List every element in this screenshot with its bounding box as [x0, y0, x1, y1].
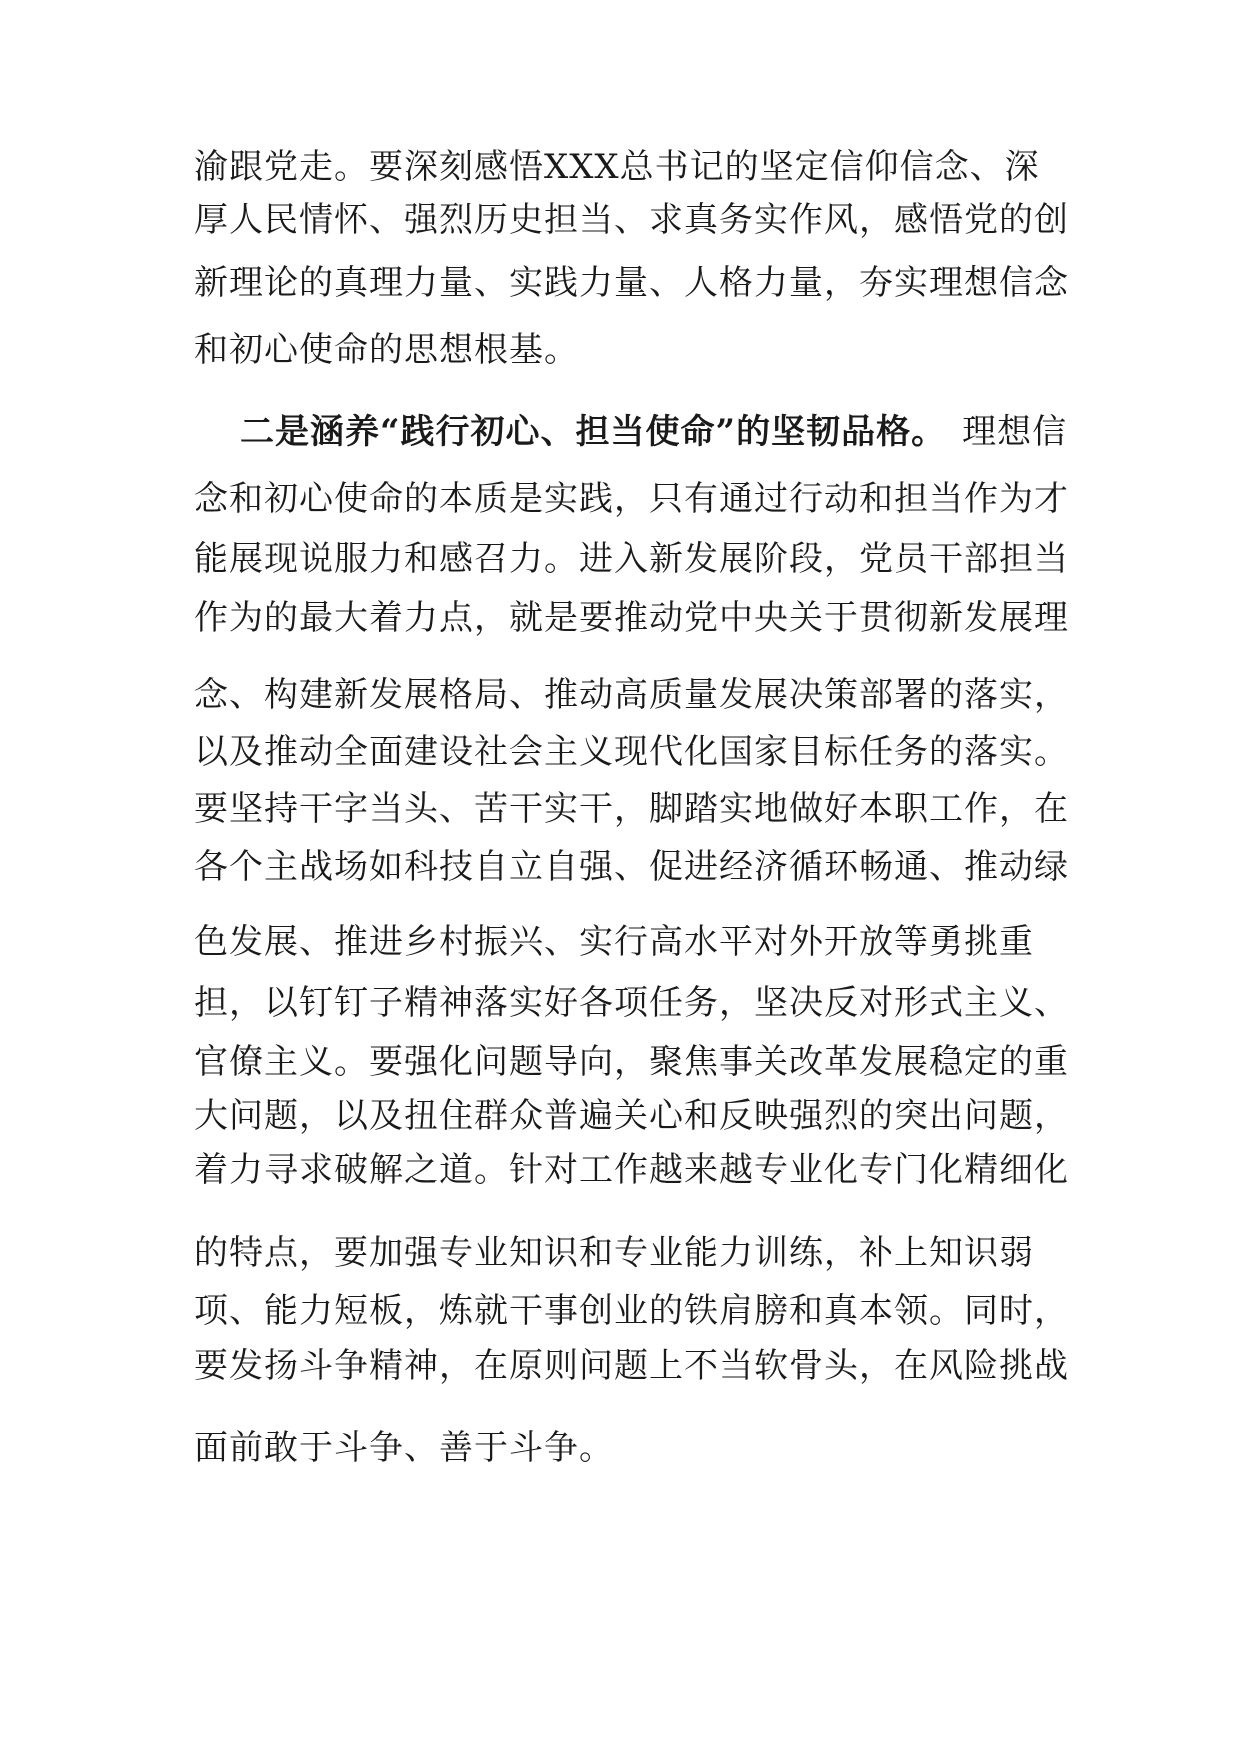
paragraph-1-line: 渝跟党走。要深刻感悟XXX总书记的坚定信仰信念、深 [194, 147, 1040, 187]
paragraph-2-line: 念、构建新发展格局、推动高质量发展决策部署的落实， [194, 675, 1069, 715]
paragraph-2-line: 担，以钉钉子精神落实好各项任务，坚决反对形式主义、 [194, 983, 1069, 1023]
paragraph-2-line: 色发展、推进乡村振兴、实行高水平对外开放等勇挑重 [194, 922, 1034, 962]
paragraph-1-line: 新理论的真理力量、实践力量、人格力量，夯实理想信念 [194, 263, 1069, 303]
paragraph-2-line: 作为的最大着力点，就是要推动党中央关于贯彻新发展理 [194, 598, 1069, 638]
paragraph-2-line: 各个主战场如科技自立自强、促进经济循环畅通、推动绿 [194, 847, 1069, 887]
paragraph-2-line: 大问题，以及扭住群众普遍关心和反映强烈的突出问题， [194, 1096, 1069, 1136]
paragraph-2-first-line-text: 理想信 [962, 412, 1068, 452]
paragraph-2-first-line [240, 412, 1067, 452]
paragraph-1-line: 和初心使命的思想根基。 [194, 330, 579, 370]
paragraph-2-line: 能展现说服力和感召力。进入新发展阶段，党员干部担当 [194, 539, 1069, 579]
paragraph-2-line: 的特点，要加强专业知识和专业能力训练，补上知识弱 [194, 1233, 1034, 1273]
paragraph-2-line: 着力寻求破解之道。针对工作越来越专业化专门化精细化 [194, 1150, 1069, 1190]
paragraph-2-line: 要坚持干字当头、苦干实干，脚踏实地做好本职工作，在 [194, 789, 1069, 829]
paragraph-2-line: 官僚主义。要强化问题导向，聚焦事关改革发展稳定的重 [194, 1042, 1069, 1082]
paragraph-2-line: 项、能力短板，炼就干事创业的铁肩膀和真本领。同时， [194, 1291, 1069, 1331]
paragraph-2-line: 要发扬斗争精神，在原则问题上不当软骨头，在风险挑战 [194, 1346, 1069, 1386]
paragraph-2-line: 念和初心使命的本质是实践，只有通过行动和担当作为才 [194, 479, 1069, 519]
paragraph-1-line: 厚人民情怀、强烈历史担当、求真务实作风，感悟党的创 [194, 200, 1069, 240]
section-heading: 二是涵养“践行初心、担当使命”的坚韧品格。 [240, 412, 947, 452]
paragraph-2-line: 以及推动全面建设社会主义现代化国家目标任务的落实。 [194, 732, 1069, 772]
paragraph-2-line: 面前敢于斗争、善于斗争。 [194, 1428, 614, 1468]
